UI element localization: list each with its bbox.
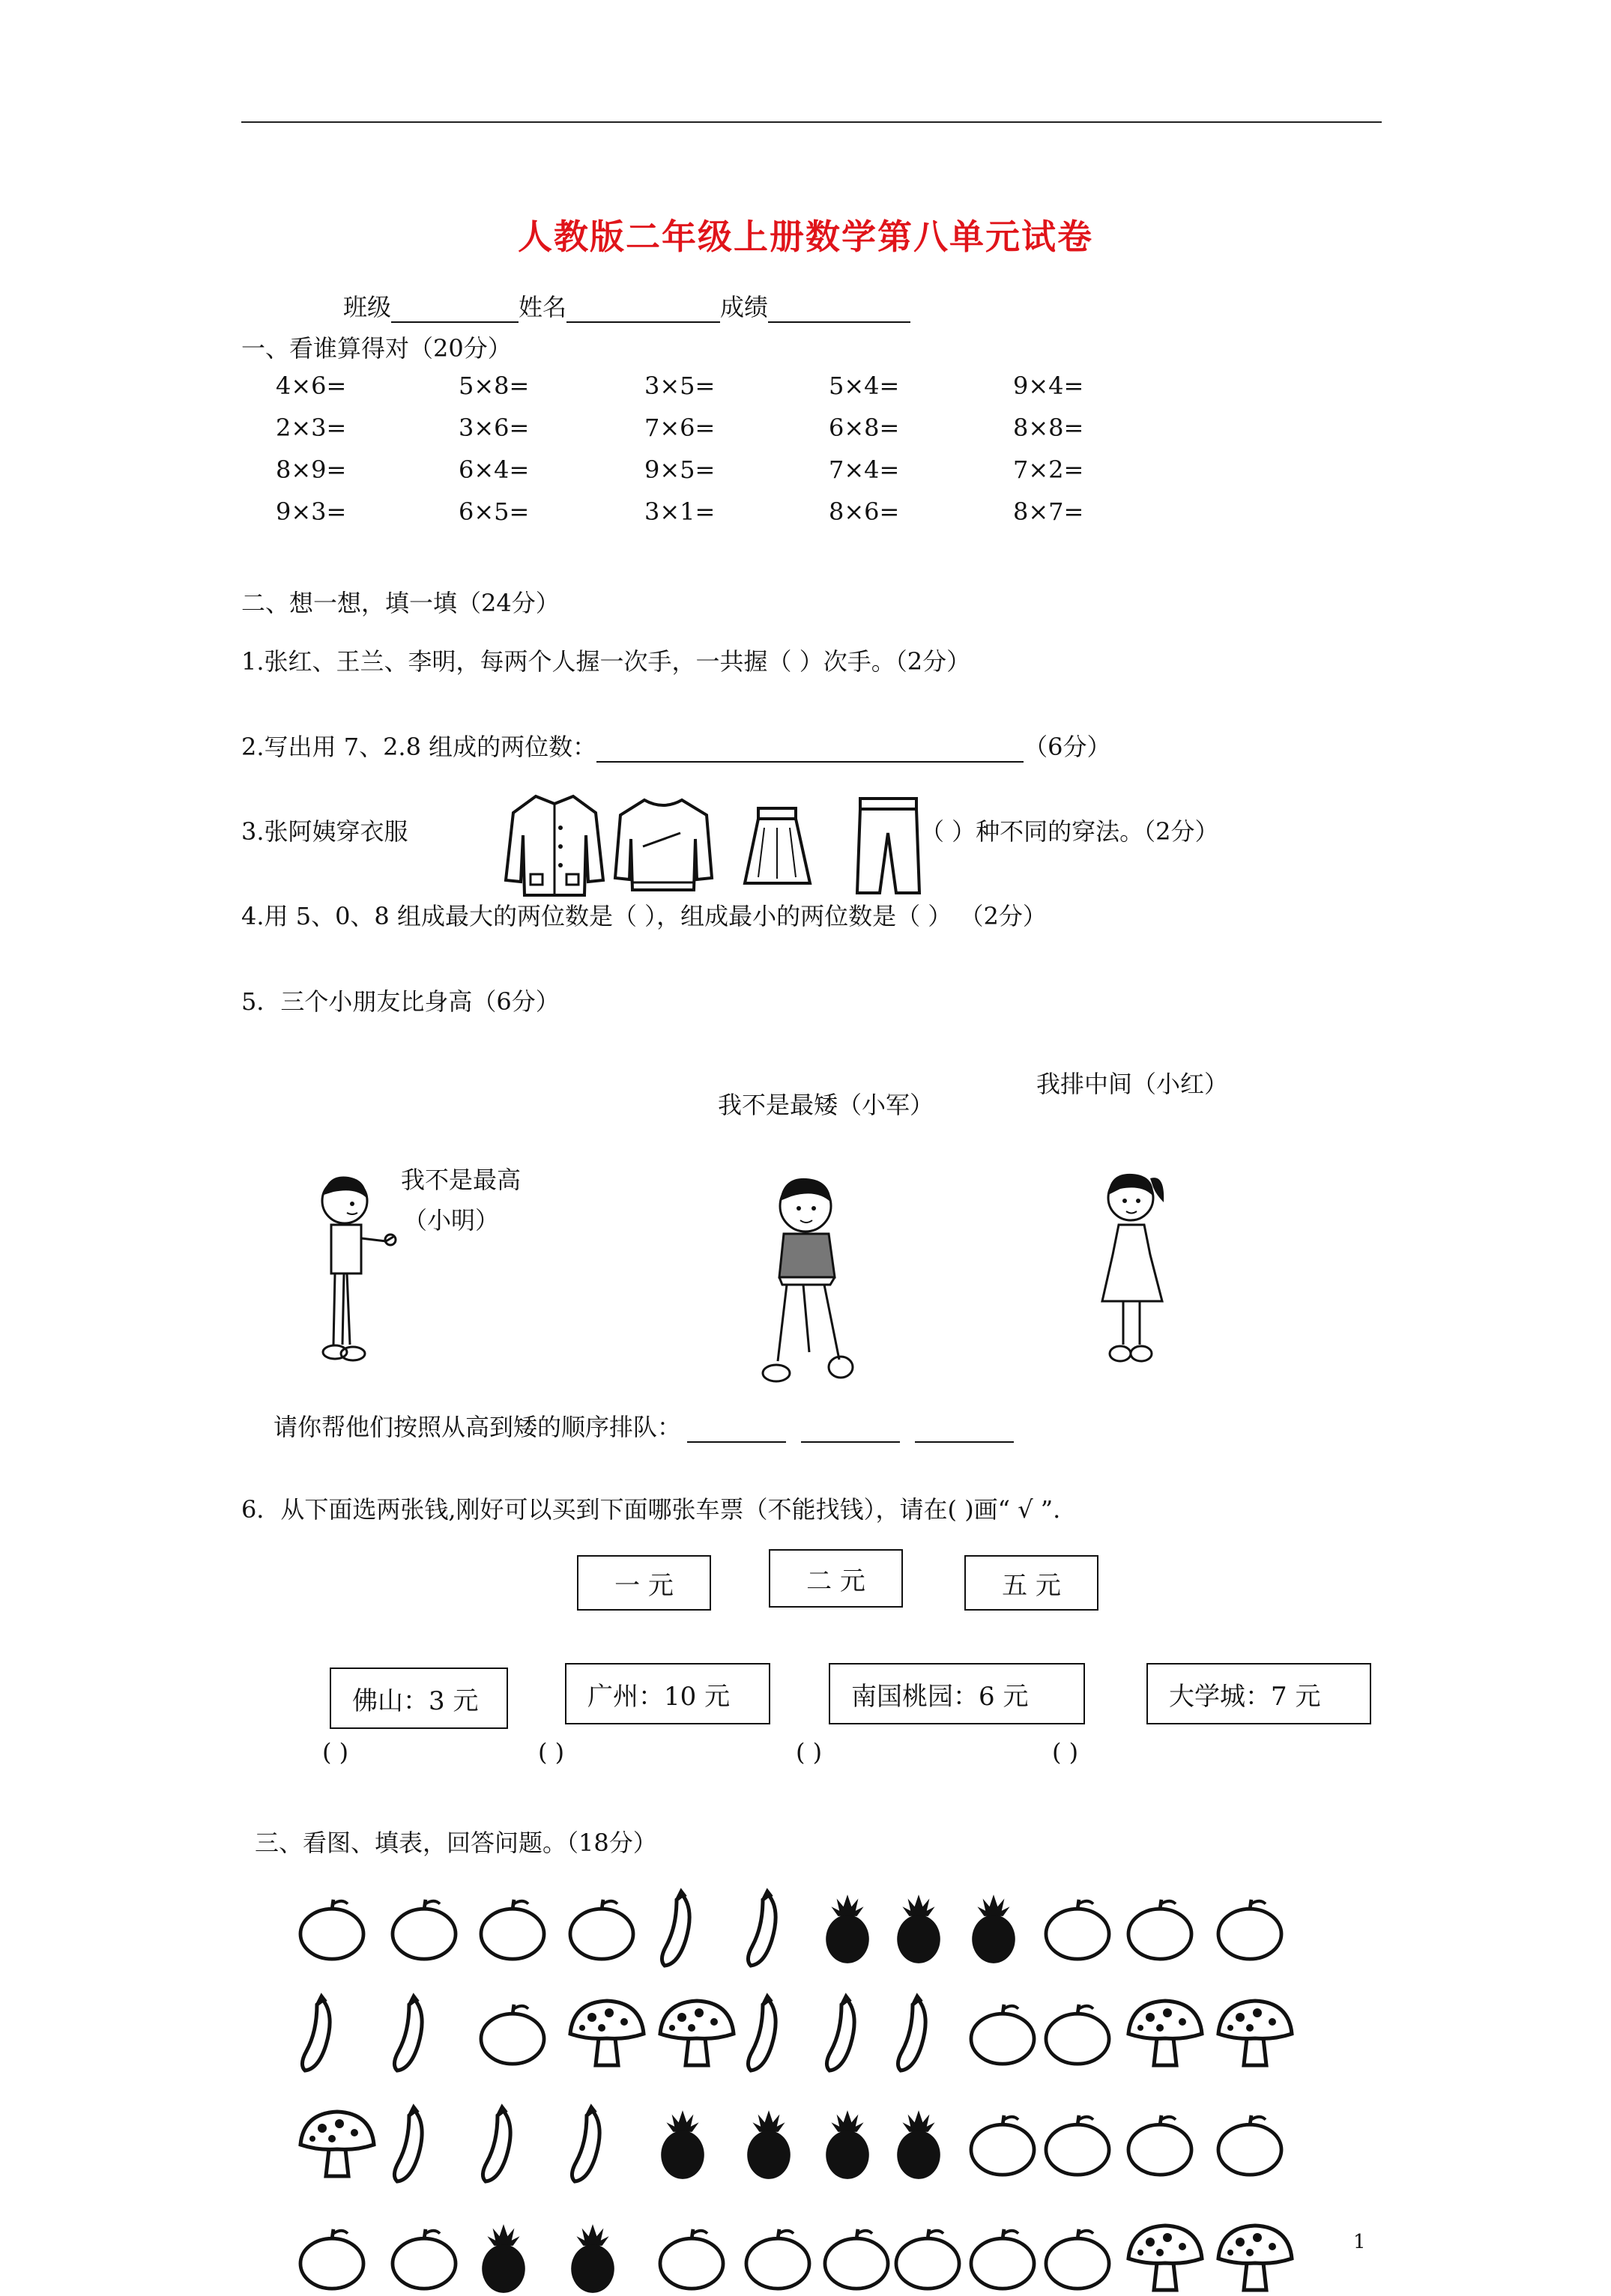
apple-icon — [1042, 2112, 1113, 2177]
speech-xiaojun: 我不是最矮（小军） — [718, 1091, 934, 1119]
q5-heights: 5．三个小朋友比身高（6分） — [241, 987, 560, 1016]
q5-order-text: 请你帮他们按照从高到矮的顺序排队： — [273, 1413, 682, 1441]
paren-foshan[interactable]: ( ) — [322, 1738, 349, 1766]
page-number: 1 — [1353, 2231, 1366, 2253]
q2-score: （6分） — [1024, 733, 1111, 761]
girl-xiaohong-icon — [1090, 1157, 1173, 1371]
calc-item[interactable]: 8×9= — [276, 455, 347, 484]
calc-item[interactable]: 6×4= — [459, 455, 530, 484]
paren-daxuecheng[interactable]: ( ) — [1052, 1738, 1079, 1766]
apple-icon — [1042, 1897, 1113, 1961]
apple-icon — [296, 2226, 368, 2291]
calc-item[interactable]: 8×8= — [1013, 414, 1084, 442]
calc-item[interactable]: 7×4= — [829, 455, 900, 484]
calc-item[interactable]: 8×7= — [1013, 497, 1084, 526]
q5-order-line — [273, 1408, 1014, 1443]
apple-icon — [1214, 1897, 1286, 1961]
q3-text: 3.张阿姨穿衣服 — [241, 817, 408, 846]
calc-item[interactable]: 9×5= — [644, 455, 716, 484]
mushroom-icon — [566, 1996, 648, 2071]
paren-guangzhou[interactable]: ( ) — [538, 1738, 565, 1766]
mushroom-icon — [1124, 2221, 1206, 2296]
pineapple-icon — [742, 2107, 796, 2182]
order-blank-1[interactable] — [687, 1416, 786, 1443]
ticket-foshan[interactable]: 佛山：3 元 — [330, 1668, 508, 1729]
apple-icon — [566, 1897, 638, 1961]
calc-item[interactable]: 3×5= — [644, 372, 716, 400]
calc-item[interactable]: 5×8= — [459, 372, 530, 400]
apple-icon — [1124, 1897, 1196, 1961]
trousers-icon — [853, 796, 924, 897]
q6-ticket: 6．从下面选两张钱,刚好可以买到下面哪张车票（不能找钱），请在( )画“ √ ”. — [241, 1495, 1061, 1524]
pineapple-icon — [892, 1891, 946, 1966]
calc-item[interactable]: 3×1= — [644, 497, 716, 526]
section1-heading: 一、看谁算得对（20分） — [241, 334, 512, 363]
order-blank-3[interactable] — [915, 1416, 1014, 1443]
q3-tail: （ ）种不同的穿法。（2分） — [920, 817, 1219, 846]
order-blank-2[interactable] — [801, 1416, 900, 1443]
calc-item[interactable]: 6×8= — [829, 414, 900, 442]
ticket-guangzhou[interactable]: 广州：10 元 — [565, 1663, 770, 1724]
ticket-nanguo-taoyuan[interactable]: 南国桃园：6 元 — [829, 1663, 1085, 1724]
eggplant-icon — [388, 2103, 433, 2186]
money-one-yuan[interactable]: 一 元 — [577, 1555, 711, 1611]
paren-nanguo[interactable]: ( ) — [796, 1738, 823, 1766]
mushroom-icon — [296, 2107, 378, 2182]
speech-xiaoming-line2: （小明） — [403, 1206, 500, 1235]
calc-item[interactable]: 9×3= — [276, 497, 347, 526]
q2-two-digit — [241, 728, 1111, 763]
mushroom-icon — [1124, 1996, 1206, 2071]
pineapple-icon — [967, 1891, 1021, 1966]
money-two-yuan[interactable]: 二 元 — [769, 1549, 903, 1608]
mushroom-icon — [1214, 1996, 1296, 2071]
q2-text: 2.写出用 7、2.8 组成的两位数： — [241, 733, 597, 761]
speech-xiaoming-line1: 我不是最高 — [401, 1166, 522, 1194]
eggplant-icon — [566, 2103, 611, 2186]
section2-heading: 二、想一想，填一填（24分） — [241, 589, 560, 617]
pineapple-icon — [566, 2221, 620, 2296]
pineapple-icon — [820, 1891, 874, 1966]
boy-xiaoming-icon — [311, 1165, 401, 1367]
mushroom-icon — [656, 1996, 738, 2071]
calc-item[interactable]: 3×6= — [459, 414, 530, 442]
eggplant-icon — [477, 2103, 522, 2186]
score-label: 成绩 — [720, 293, 769, 321]
apple-icon — [477, 1897, 548, 1961]
boy-xiaojun-icon — [757, 1165, 858, 1393]
eggplant-icon — [296, 1993, 341, 2075]
pineapple-icon — [656, 2107, 710, 2182]
top-rule — [241, 121, 1382, 123]
apple-icon — [296, 1897, 368, 1961]
name-blank[interactable] — [566, 296, 720, 323]
speech-xiaohong: 我排中间（小红） — [1036, 1070, 1229, 1098]
calc-item[interactable]: 7×6= — [644, 414, 716, 442]
apple-icon — [388, 2226, 460, 2291]
eggplant-icon — [656, 1888, 701, 1970]
calc-item[interactable]: 8×6= — [829, 497, 900, 526]
mushroom-icon — [1214, 2221, 1296, 2296]
apple-icon — [388, 1897, 460, 1961]
money-five-yuan[interactable]: 五 元 — [964, 1555, 1098, 1611]
class-label: 班级 — [343, 293, 392, 321]
name-label: 姓名 — [519, 293, 567, 321]
q4-digits: 4.用 5、0、8 组成最大的两位数是（ ），组成最小的两位数是（ ） （2分） — [241, 902, 1047, 930]
ticket-daxuecheng[interactable]: 大学城：7 元 — [1146, 1663, 1371, 1724]
q1-handshake: 1.张红、王兰、李明，每两个人握一次手，一共握（ ）次手。（2分） — [241, 647, 971, 676]
apple-icon — [1214, 2112, 1286, 2177]
class-blank[interactable] — [391, 296, 519, 323]
calc-item[interactable]: 7×2= — [1013, 455, 1084, 484]
eggplant-icon — [742, 1993, 787, 2075]
section3-heading: 三、看图、填表，回答问题。（18分） — [255, 1829, 657, 1857]
calc-item[interactable]: 6×5= — [459, 497, 530, 526]
skirt-icon — [742, 805, 813, 888]
apple-icon — [1042, 2002, 1113, 2066]
eggplant-icon — [388, 1993, 433, 2075]
score-blank[interactable] — [768, 296, 910, 323]
calc-item[interactable]: 5×4= — [829, 372, 900, 400]
apple-icon — [1124, 2112, 1196, 2177]
apple-icon — [967, 2226, 1039, 2291]
apple-icon — [967, 2112, 1039, 2177]
calc-item[interactable]: 9×4= — [1013, 372, 1084, 400]
apple-icon — [967, 2002, 1039, 2066]
eggplant-icon — [820, 1993, 865, 2075]
eggplant-icon — [892, 1993, 937, 2075]
pineapple-icon — [477, 2221, 531, 2296]
jacket-icon — [502, 790, 607, 899]
pineapple-icon — [820, 2107, 874, 2182]
calc-item[interactable]: 2×3= — [276, 414, 347, 442]
apple-icon — [656, 2226, 728, 2291]
eggplant-icon — [742, 1888, 787, 1970]
apple-icon — [742, 2226, 814, 2291]
apple-icon — [1042, 2226, 1113, 2291]
apple-icon — [820, 2226, 892, 2291]
sweater-icon — [613, 794, 714, 895]
apple-icon — [477, 2002, 548, 2066]
page-title: 人教版二年级上册数学第八单元试卷 — [518, 216, 1093, 257]
pineapple-icon — [892, 2107, 946, 2182]
q2-answer-blank[interactable] — [596, 736, 1024, 763]
calc-item[interactable]: 4×6= — [276, 372, 347, 400]
apple-icon — [892, 2226, 964, 2291]
student-info-line — [343, 288, 910, 323]
